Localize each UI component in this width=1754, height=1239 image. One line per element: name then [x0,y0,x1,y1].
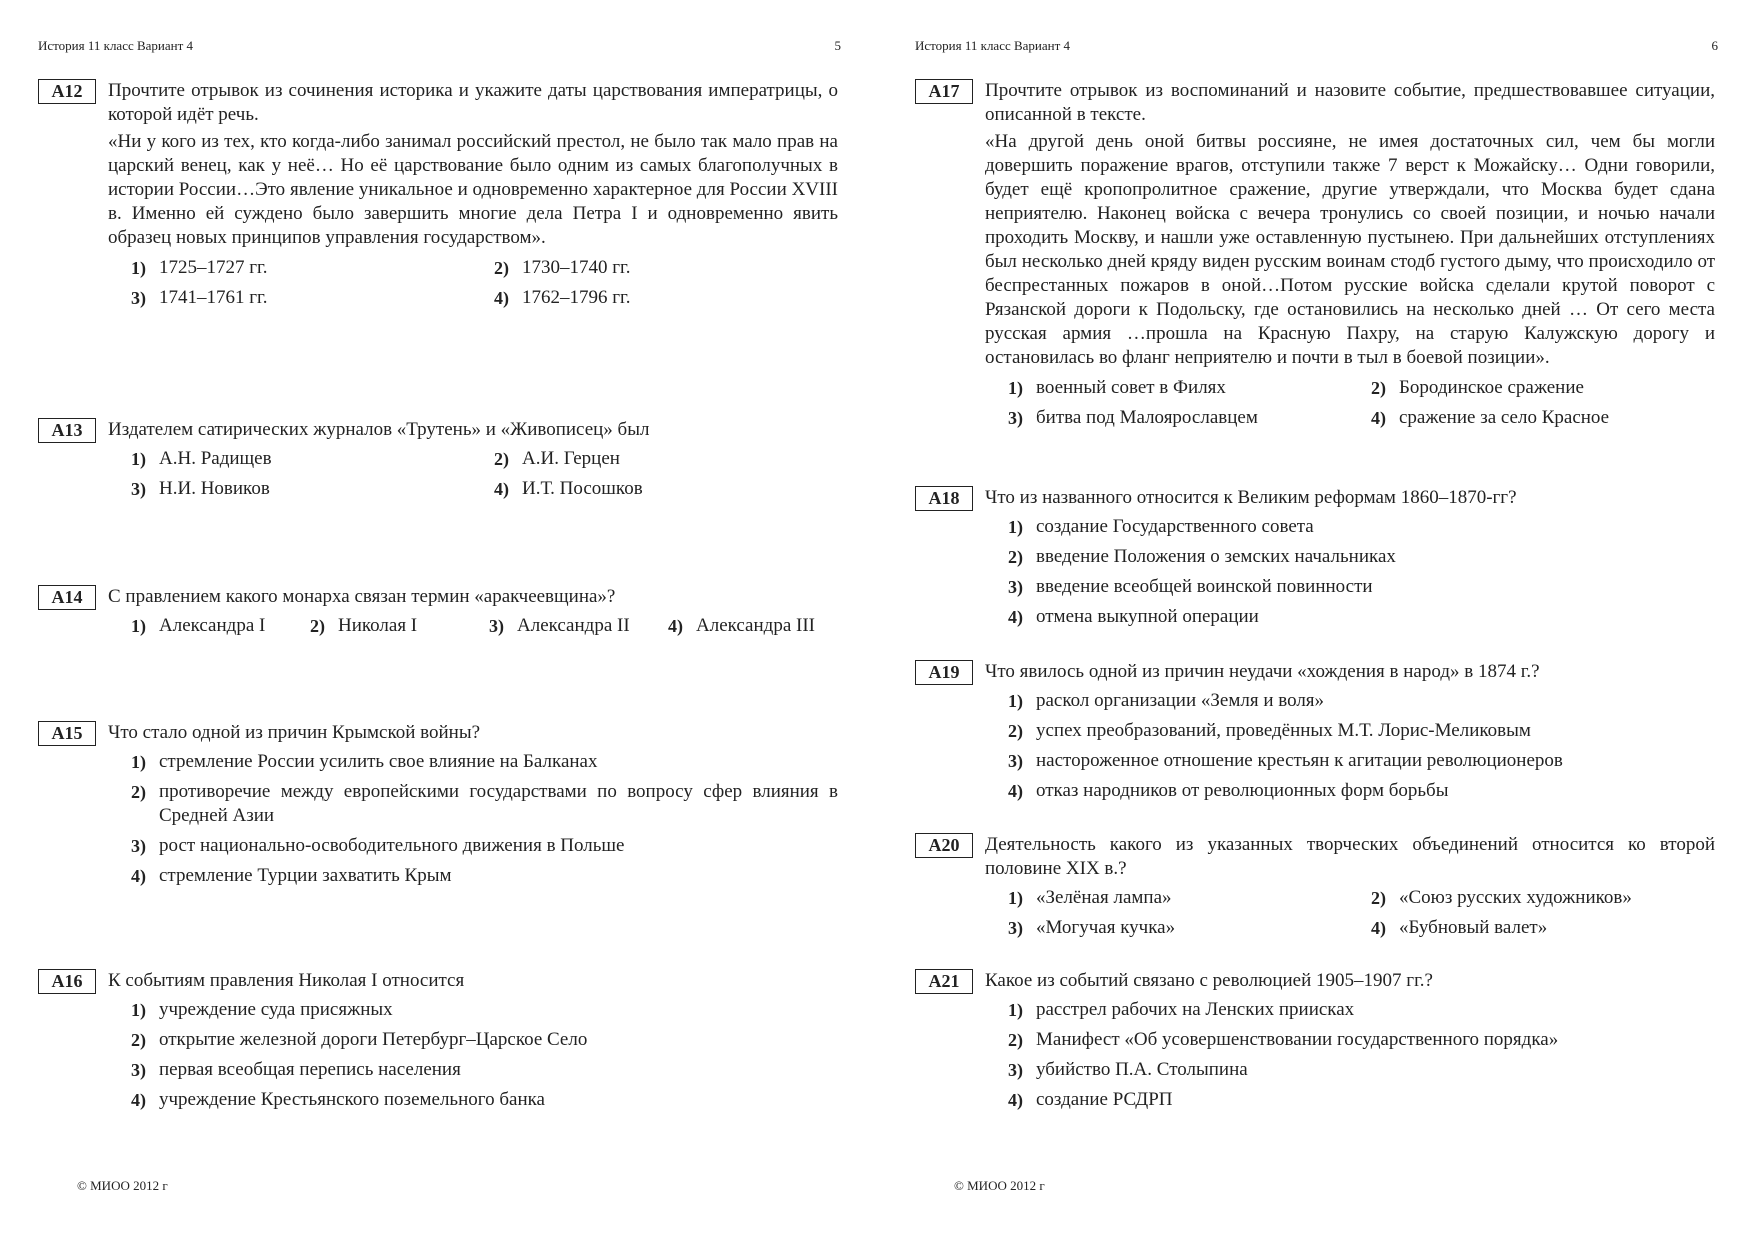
question-label: A17 [915,79,973,104]
question-label: A20 [915,833,973,858]
question-text: Что стало одной из причин Крымской войны? [108,722,481,743]
answer-option[interactable]: 4) сражение за село Красное [1371,407,1610,428]
question-a19 [915,660,1715,809]
answer-option[interactable]: 1) стремление России усилить свое влияние на Балканах [131,751,598,772]
question-text: Прочтите отрывок из сочинения историка и укажите даты царствования императрицы, о которой идёт речь. [108,80,838,125]
answer-option[interactable]: 3) введение всеобщей воинской повинности [1008,576,1373,597]
question-label: A12 [38,79,96,104]
question-a17 [915,79,1715,436]
answer-option[interactable]: 2) «Союз русских художников» [1371,887,1632,908]
footer-copyright: © МИОО 2012 г [954,1178,1045,1193]
question-label: A15 [38,721,96,746]
question-a18 [915,486,1715,635]
answer-option[interactable]: 2) Манифест «Об усовершенствовании государственного порядка» [1008,1029,1559,1050]
answer-option[interactable]: 3) 1741–1761 гг. [131,287,268,308]
answer-option[interactable]: 2) успех преобразований, проведённых М.Т. Лорис-Меликовым [1008,720,1531,741]
answer-options [131,998,838,1112]
answer-option[interactable]: 3) битва под Малоярославцем [1008,407,1258,428]
question-a16 [38,969,838,1118]
page-number: 5 [834,38,841,53]
answer-option[interactable]: 4) И.Т. Посошков [494,478,643,499]
answer-option[interactable]: 1) Александра I [131,615,266,636]
answer-option[interactable]: 2) открытие железной дороги Петербург–Царское Село [131,1029,588,1050]
answer-option[interactable]: 2) 1730–1740 гг. [494,257,631,278]
question-a14 [38,585,838,644]
answer-option[interactable]: 1) раскол организации «Земля и воля» [1008,690,1325,711]
question-a12 [38,79,838,316]
question-quote: «Ни у кого из тех, кто когда-либо занимал российский престол, не было так мало прав на царский венец, как у неё… Но её царствование было одним из самых благополучных в истории России…Это явление уникальное и одновременно характерное для России XVIII в. Именно ей суждено было завершить многие дела Петра I и одновременно явить образец новых принципов управления государством». [108,131,838,248]
question-label: A13 [38,418,96,443]
answer-option[interactable]: 4) отмена выкупной операции [1008,606,1259,627]
question-text: Что из названного относится к Великим реформам 1860–1870-гг? [985,487,1517,508]
answer-option[interactable]: 4) 1762–1796 гг. [494,287,631,308]
answer-options [1008,376,1715,436]
header-title: История 11 класс Вариант 4 [915,38,1071,53]
question-label: A19 [915,660,973,685]
answer-option[interactable]: 1) учреждение суда присяжных [131,999,393,1020]
answer-option[interactable]: 4) «Бубновый валет» [1371,917,1548,938]
answer-option[interactable]: 4) Александра III [668,615,815,636]
answer-option[interactable]: 2) введение Положения о земских начальниках [1008,546,1396,567]
question-label: A16 [38,969,96,994]
answer-option[interactable]: 1) военный совет в Филях [1008,377,1226,398]
answer-option[interactable]: 2) Николая I [310,615,418,636]
answer-option[interactable]: 3) Александра II [489,615,630,636]
question-label: A14 [38,585,96,610]
answer-options [131,256,838,316]
header-title: История 11 класс Вариант 4 [38,38,194,53]
answer-options [131,447,838,507]
question-quote: «На другой день оной битвы россияне, не имея достаточных сил, чем бы могли довершить поражение врагов, отступили также 7 верст к Можайску… Одни говорили, будет ещё кропопролитное сражение, другие утверждали, что Москва будет сдана неприятелю. Наконец войска с вечера тронулись со своей позиции, и ночью начали проходить Москву, и нашли уже оставленную пустынею. При дальнейших отступлениях был несколько дней кряду виден русским воинам стодб густого дыму, что происходило от беспрестанных пожаров в оной…Потом русские войска сделали крутой поворот с Рязанской дороги к Подольску, где остановились на несколько дней … От сего места русская армия …прошла на Красную Пахру, на старую Калужскую дорогу и остановилась во фланг неприятелю и почти в тыл в боевой позиции». [985,131,1715,368]
answer-options [131,750,838,888]
answer-option[interactable]: 1) создание Государственного совета [1008,516,1314,537]
answer-option[interactable]: 4) учреждение Крестьянского поземельного банка [131,1089,545,1110]
answer-option[interactable]: 3) настороженное отношение крестьян к агитации революционеров [1008,750,1563,771]
answer-options [1008,689,1715,803]
page-number: 6 [1711,38,1718,53]
answer-options [1008,998,1715,1112]
question-text: Что явилось одной из причин неудачи «хождения в народ» в 1874 г.? [985,661,1540,682]
answer-option[interactable]: 1) расстрел рабочих на Ленских приисках [1008,999,1355,1020]
answer-option[interactable]: 3) убийство П.А. Столыпина [1008,1059,1248,1080]
question-text: Издателем сатирических журналов «Трутень» и «Живописец» был [108,419,650,440]
question-text: Какое из событий связано с революцией 1905–1907 гг.? [985,970,1433,991]
question-a20 [915,833,1715,946]
answer-options [1008,886,1715,946]
answer-option[interactable]: 3) «Могучая кучка» [1008,917,1176,938]
answer-option[interactable]: 2) Бородинское сражение [1371,377,1584,398]
answer-option[interactable]: 4) создание РСДРП [1008,1089,1173,1110]
answer-options [1008,515,1715,629]
page-right [877,0,1754,1239]
answer-option[interactable]: 1) «Зелёная лампа» [1008,887,1172,908]
question-a13 [38,418,838,507]
answer-option[interactable]: 3) Н.И. Новиков [131,478,270,499]
question-label: A21 [915,969,973,994]
question-text: К событиям правления Николая I относится [108,970,465,991]
answer-option[interactable]: 1) 1725–1727 гг. [131,257,268,278]
question-text: Прочтите отрывок из воспоминаний и назовите событие, предшествовавшее ситуации, описанной в тексте. [985,80,1715,125]
question-text: Деятельность какого из указанных творческих объединений относится ко второй половине XIX в.? [985,834,1715,879]
answer-option[interactable]: 3) первая всеобщая перепись населения [131,1059,461,1080]
answer-option[interactable]: 4) стремление Турции захватить Крым [131,865,452,886]
question-label: A18 [915,486,973,511]
answer-option[interactable]: 2) А.И. Герцен [494,448,620,469]
question-a15 [38,721,838,894]
answer-option[interactable]: 2) противоречие между европейскими государствами по вопросу сфер влияния в Средней Азии [131,781,838,826]
answer-options [131,614,838,644]
answer-option[interactable]: 4) отказ народников от революционных форм борьбы [1008,780,1449,801]
footer-copyright: © МИОО 2012 г [77,1178,168,1193]
answer-option[interactable]: 3) рост национально-освободительного движения в Польше [131,835,625,856]
answer-option[interactable]: 1) А.Н. Радищев [131,448,272,469]
question-a21 [915,969,1715,1118]
question-text: С правлением какого монарха связан термин «аракчеевщина»? [108,586,616,607]
